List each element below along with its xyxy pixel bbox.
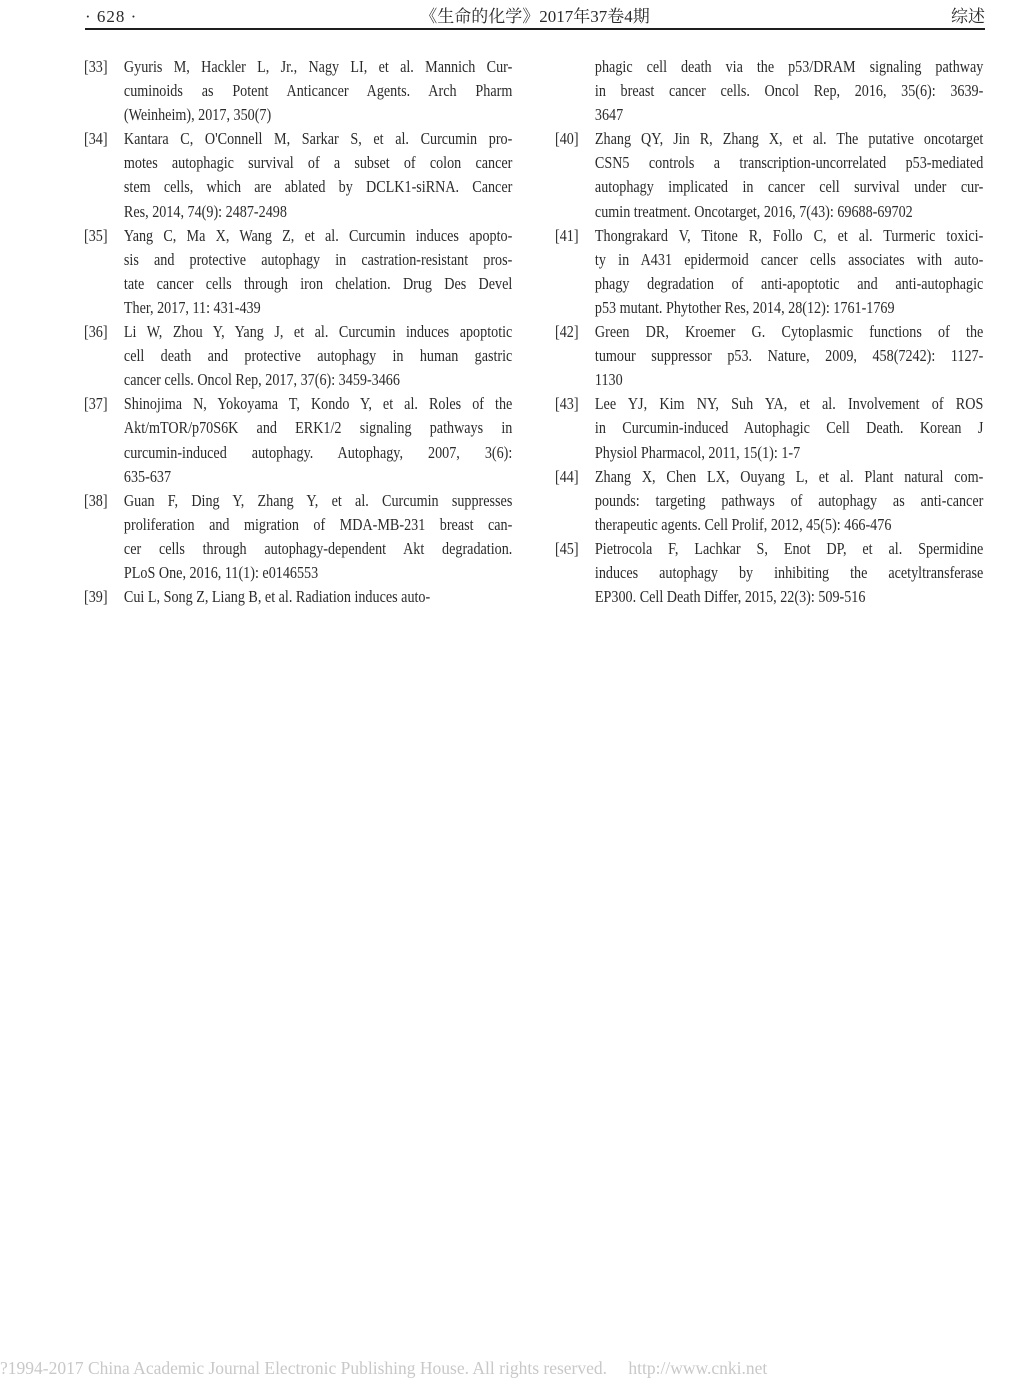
reference-line: cancer cells. Oncol Rep, 2017, 37(6): 3459-3466: [123, 370, 400, 390]
reference-number: [45]: [555, 538, 579, 558]
page-number: · 628 ·: [85, 7, 138, 26]
reference-number: [40]: [555, 129, 579, 149]
reference-line: phagy degradation of anti-apoptotic and anti-autophagic: [594, 273, 984, 293]
reference-line: Gyuris M, Hackler L, Jr., Nagy LI, et al. Mannich Cur-: [123, 57, 513, 76]
page-footer: [0, 1357, 767, 1379]
reference-text: [124, 392, 512, 488]
reference-line: in Curcumin-induced Autophagic Cell Death. Korean J: [594, 418, 984, 438]
reference-line: in breast cancer cells. Oncol Rep, 2016, 35(6): 3639-: [594, 81, 984, 101]
reference-item: [555, 224, 983, 320]
reference-line: PLoS One, 2016, 11(1): e0146553: [123, 562, 319, 582]
reference-line: sis and protective autophagy in castration-resistant pros-: [123, 249, 513, 269]
reference-item: [84, 489, 512, 585]
reference-line: pounds: targeting pathways of autophagy as anti-cancer: [594, 490, 984, 510]
reference-line: cer cells through autophagy-dependent Akt degradation.: [123, 538, 513, 558]
section-label: 综述: [951, 7, 985, 26]
reference-line: motes autophagic survival of a subset of colon cancer: [123, 153, 513, 173]
reference-item: [84, 55, 512, 127]
reference-line: (Weinheim), 2017, 350(7): [123, 105, 272, 125]
reference-line: cumin treatment. Oncotarget, 2016, 7(43): 69688-69702: [594, 201, 913, 221]
reference-item: [555, 537, 983, 609]
reference-line: 1130: [594, 370, 623, 390]
reference-line: Pietrocola F, Lachkar S, Enot DP, et al. Spermidine: [594, 538, 984, 558]
reference-line: tate cancer cells through iron chelation. Drug Des Devel: [123, 273, 513, 293]
reference-item: [555, 55, 983, 127]
reference-line: induces autophagy by inhibiting the acetyltransferase: [594, 562, 984, 582]
reference-line: cell death and protective autophagy in human gastric: [123, 346, 513, 366]
reference-item: [84, 224, 512, 320]
reference-text: [124, 585, 512, 609]
reference-line: Yang C, Ma X, Wang Z, et al. Curcumin induces apopto-: [123, 225, 513, 245]
reference-line: Akt/mTOR/p70S6K and ERK1/2 signaling pathways in: [123, 418, 513, 438]
reference-line: proliferation and migration of MDA-MB-231 breast can-: [123, 514, 513, 534]
reference-number: [33]: [84, 57, 108, 76]
header-rule: [85, 28, 985, 30]
reference-number: [41]: [555, 225, 579, 245]
reference-text: [595, 224, 983, 320]
reference-number: [43]: [555, 394, 579, 414]
reference-line: cuminoids as Potent Anticancer Agents. Arch Pharm: [123, 81, 513, 101]
reference-item: [555, 127, 983, 223]
reference-number: [38]: [84, 490, 108, 510]
reference-line: 3647: [594, 105, 624, 125]
reference-item: [84, 585, 512, 609]
references-left-scale: [84, 55, 512, 609]
reference-text: [595, 55, 983, 127]
reference-text: [595, 392, 983, 464]
reference-text: [124, 320, 512, 392]
references-right-scale: [555, 55, 983, 609]
reference-line: Zhang X, Chen LX, Ouyang L, et al. Plant natural com-: [594, 466, 984, 486]
reference-text: [124, 127, 512, 223]
reference-line: EP300. Cell Death Differ, 2015, 22(3): 509-516: [594, 587, 866, 607]
reference-number: [42]: [555, 322, 579, 342]
reference-line: CSN5 controls a transcription-uncorrelated p53-mediated: [594, 153, 984, 173]
reference-item: [555, 392, 983, 464]
reference-line: Thongrakard V, Titone R, Follo C, et al. Turmeric toxici-: [594, 225, 984, 245]
reference-item: [555, 465, 983, 537]
reference-line: p53 mutant. Phytother Res, 2014, 28(12): 1761-1769: [594, 297, 895, 317]
reference-line: stem cells, which are ablated by DCLK1-siRNA. Cancer: [123, 177, 513, 197]
reference-text: [124, 224, 512, 320]
reference-line: Res, 2014, 74(9): 2487-2498: [123, 201, 287, 221]
reference-line: ty in A431 epidermoid cancer cells associates with auto-: [594, 249, 984, 269]
reference-line: Kantara C, O'Connell M, Sarkar S, et al. Curcumin pro-: [123, 129, 513, 149]
copyright-text: ?1994-2017 China Academic Journal Electronic Publishing House. All rights reserved.: [0, 1358, 608, 1378]
reference-line: tumour suppressor p53. Nature, 2009, 458(7242): 1127-: [594, 346, 984, 366]
reference-number: [44]: [555, 466, 579, 486]
reference-item: [84, 127, 512, 223]
reference-line: Guan F, Ding Y, Zhang Y, et al. Curcumin suppresses: [123, 490, 513, 510]
reference-line: Cui L, Song Z, Liang B, et al. Radiation induces auto-: [123, 587, 431, 607]
reference-number: [35]: [84, 225, 108, 245]
reference-line: Shinojima N, Yokoyama T, Kondo Y, et al. Roles of the: [123, 394, 513, 414]
reference-line: phagic cell death via the p53/DRAM signaling pathway: [594, 57, 984, 76]
reference-text: [595, 127, 983, 223]
reference-text: [124, 489, 512, 585]
reference-number: [37]: [84, 394, 108, 414]
reference-text: [595, 320, 983, 392]
page-header: [85, 7, 985, 27]
reference-item: [84, 392, 512, 488]
reference-text: [124, 55, 512, 127]
reference-line: Zhang QY, Jin R, Zhang X, et al. The putative oncotarget: [594, 129, 984, 149]
reference-line: Lee YJ, Kim NY, Suh YA, et al. Involvement of ROS: [594, 394, 984, 414]
reference-text: [595, 465, 983, 537]
reference-number: [34]: [84, 129, 108, 149]
reference-item: [555, 320, 983, 392]
reference-line: Green DR, Kroemer G. Cytoplasmic functions of the: [594, 322, 984, 342]
reference-line: autophagy implicated in cancer cell survival under cur-: [594, 177, 984, 197]
footer-url: http://www.cnki.net: [628, 1358, 768, 1378]
reference-line: curcumin-induced autophagy. Autophagy, 2007, 3(6):: [123, 442, 513, 462]
reference-number: [39]: [84, 587, 108, 607]
reference-line: Physiol Pharmacol, 2011, 15(1): 1-7: [594, 442, 801, 462]
reference-line: Ther, 2017, 11: 431-439: [123, 297, 261, 317]
reference-line: Li W, Zhou Y, Yang J, et al. Curcumin induces apoptotic: [123, 322, 513, 342]
reference-line: therapeutic agents. Cell Prolif, 2012, 45(5): 466-476: [594, 514, 892, 534]
reference-item: [84, 320, 512, 392]
references-right-column: [555, 55, 1024, 609]
references-left-column: [84, 55, 599, 609]
journal-issue-title: 《生命的化学》2017年37卷4期: [420, 7, 650, 26]
reference-text: [595, 537, 983, 609]
reference-line: 635-637: [123, 466, 172, 486]
reference-number: [36]: [84, 322, 108, 342]
